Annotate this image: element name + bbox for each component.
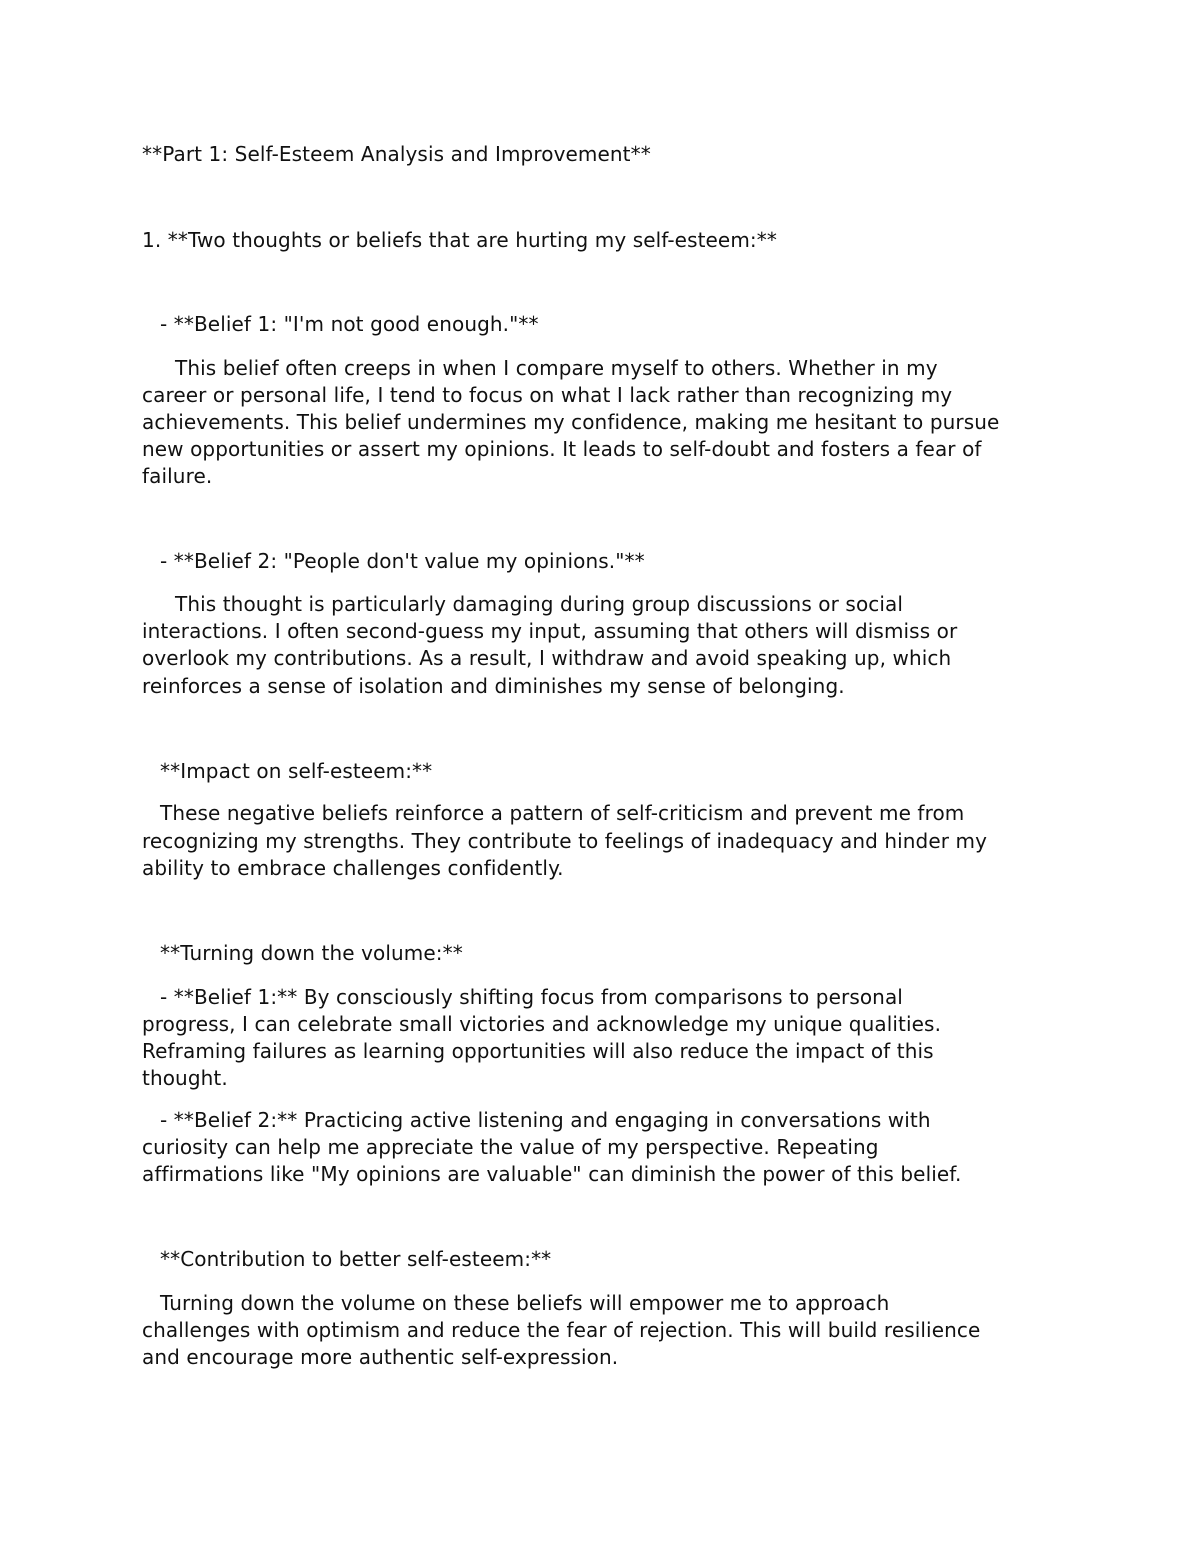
belief-1-text-line: achievements. This belief undermines my confidence, making me hesitant to pursue [142,410,1000,434]
belief-2-text-line: This thought is particularly damaging during group discussions or social [175,592,904,616]
belief-2-heading: - **Belief 2: "People don't value my opinions."** [160,549,645,573]
volume-heading: **Turning down the volume:** [160,941,463,965]
belief-1-text-line: new opportunities or assert my opinions. It leads to self-doubt and fosters a fear of [142,437,982,461]
belief-1-text-line: failure. [142,464,213,488]
contribution-text-line: Turning down the volume on these beliefs will empower me to approach [160,1291,890,1315]
belief-1-text-line: This belief often creeps in when I compare myself to others. Whether in my [175,356,938,380]
contribution-text-line: and encourage more authentic self-expression. [142,1345,619,1369]
question-1-heading: 1. **Two thoughts or beliefs that are hurting my self-esteem:** [142,228,777,252]
document-title: **Part 1: Self-Esteem Analysis and Improvement** [142,142,651,166]
belief-2-text-line: interactions. I often second-guess my input, assuming that others will dismiss or [142,619,958,643]
volume-item-2-line: affirmations like "My opinions are valuable" can diminish the power of this belief. [142,1162,962,1186]
volume-item-2-line: curiosity can help me appreciate the value of my perspective. Repeating [142,1135,879,1159]
volume-item-1-line: thought. [142,1066,228,1090]
volume-item-1-line: - **Belief 1:** By consciously shifting focus from comparisons to personal [160,985,903,1009]
belief-1-heading: - **Belief 1: "I'm not good enough."** [160,312,539,336]
volume-item-2-line: - **Belief 2:** Practicing active listening and engaging in conversations with [160,1108,931,1132]
belief-1-text-line: career or personal life, I tend to focus on what I lack rather than recognizing my [142,383,953,407]
belief-2-text-line: overlook my contributions. As a result, I withdraw and avoid speaking up, which [142,646,952,670]
impact-text-line: recognizing my strengths. They contribute to feelings of inadequacy and hinder my [142,829,988,853]
impact-heading: **Impact on self-esteem:** [160,759,433,783]
impact-text-line: ability to embrace challenges confidently. [142,856,564,880]
volume-item-1-line: Reframing failures as learning opportunities will also reduce the impact of this [142,1039,934,1063]
impact-text-line: These negative beliefs reinforce a pattern of self-criticism and prevent me from [160,801,965,825]
belief-2-text-line: reinforces a sense of isolation and diminishes my sense of belonging. [142,674,845,698]
contribution-heading: **Contribution to better self-esteem:** [160,1247,552,1271]
contribution-text-line: challenges with optimism and reduce the fear of rejection. This will build resilience [142,1318,981,1342]
volume-item-1-line: progress, I can celebrate small victories and acknowledge my unique qualities. [142,1012,942,1036]
